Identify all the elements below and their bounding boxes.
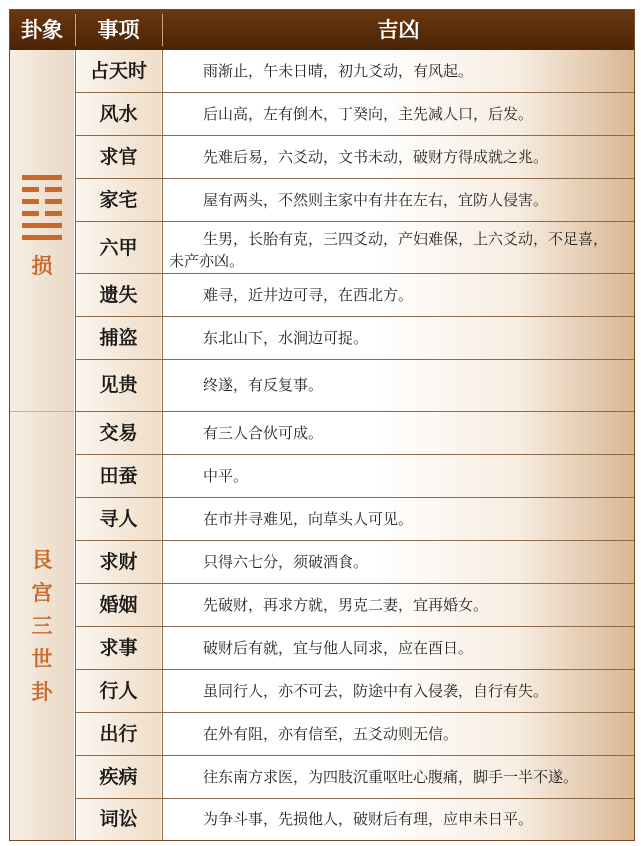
row-text: 在外有阻，亦有信至，五爻动则无信。 [203,725,459,743]
row-text-continued: 未产亦凶。 [169,252,245,270]
gua-lower-cell [10,412,74,840]
row-divider [76,92,634,93]
table-row-text [163,360,634,411]
row-divider [76,316,634,317]
header-item: 事项 [97,18,140,42]
row-divider [76,798,634,799]
table-row-text [163,136,634,179]
row-divider [76,497,634,498]
row-divider [76,669,634,670]
table-row-item: 占天时 [76,50,161,93]
table-row-item: 家宅 [76,179,161,222]
table-row-item: 出行 [76,713,161,756]
gua-char: 宫 [31,581,53,605]
table-row-item: 词讼 [76,799,161,840]
row-divider [76,273,634,274]
row-text: 雨渐止，午未日晴，初九爻动，有风起。 [203,62,474,80]
row-divider [76,454,634,455]
table-row-text [163,50,634,93]
row-divider [76,712,634,713]
row-text: 为争斗事，先损他人，破财后有理，应申未日平。 [203,810,534,828]
row-divider [76,583,634,584]
row-text: 难寻，近井边可寻，在西北方。 [203,286,414,304]
table-row-text [163,670,634,713]
table-row-item: 求财 [76,541,161,584]
table-row-item: 行人 [76,670,161,713]
row-text: 只得六七分，须破酒食。 [203,553,369,571]
row-text: 往东南方求医，为四肢沉重呕吐心腹痛，脚手一半不遂。 [203,768,579,786]
row-text: 在市井寻难见，向草头人可见。 [203,510,414,528]
row-text: 生男，长胎有克，三四爻动，产妇难保，上六爻动，不足喜， [203,230,609,248]
row-text: 屋有两头，不然则主家中有井在左右，宜防人侵害。 [203,191,549,209]
table-row-text [163,584,634,627]
table-row-text [163,412,634,455]
table-row-text [163,222,634,274]
table-row-text [163,713,634,756]
gua-char: 卦 [31,680,53,704]
row-divider [76,221,634,222]
gua-name-upper: 损 [31,254,53,278]
row-text: 先破财，再求方就，男克二妻，宜再婚女。 [203,596,489,614]
gua-char: 世 [31,647,53,671]
table-row-text [163,93,634,136]
table-row-item: 捕盗 [76,317,161,360]
table-row-item: 婚姻 [76,584,161,627]
row-text: 东北山下，水涧边可捉。 [203,329,369,347]
row-text: 破财后有就，宜与他人同求，应在酉日。 [203,639,474,657]
header-result: 吉凶 [377,18,420,42]
table-row-item: 见贵 [76,360,161,411]
table-row-item: 寻人 [76,498,161,541]
header-gua: 卦象 [21,18,63,42]
row-divider [76,178,634,179]
row-text: 有三人合伙可成。 [203,424,324,442]
row-divider [76,540,634,541]
gua-upper-cell [10,50,74,411]
hexagram-sun-icon [22,175,62,245]
table-row-text [163,274,634,317]
table-row-item: 遗失 [76,274,161,317]
table-row-text [163,541,634,584]
row-text: 终遂，有反复事。 [203,376,324,394]
table-row-text [163,455,634,498]
row-divider [76,411,634,412]
row-divider [76,626,634,627]
table-row-text [163,756,634,799]
table-row-item: 求事 [76,627,161,670]
gua-char: 三 [31,614,53,638]
table-row-text [163,498,634,541]
row-divider [76,135,634,136]
row-divider [76,359,634,360]
table-row-text [163,627,634,670]
row-text: 先难后易，六爻动，文书未动，破财方得成就之兆。 [203,148,549,166]
table-row-item: 田蚕 [76,455,161,498]
table-row-item: 风水 [76,93,161,136]
table-row-item: 求官 [76,136,161,179]
row-text: 后山高，左有倒木，丁癸向，主先减人口，后发。 [203,105,534,123]
table-row-item: 疾病 [76,756,161,799]
gua-char: 艮 [31,548,53,572]
table-row-text [163,179,634,222]
table-header [10,10,634,50]
table-row-item: 六甲 [76,222,161,274]
divination-table [9,9,635,841]
row-text: 虽同行人，亦不可去，防途中有入侵袭，自行有失。 [203,682,549,700]
table-row-text [163,799,634,840]
row-divider [76,755,634,756]
table-row-text [163,317,634,360]
row-text: 中平。 [203,467,249,485]
table-row-item: 交易 [76,412,161,455]
